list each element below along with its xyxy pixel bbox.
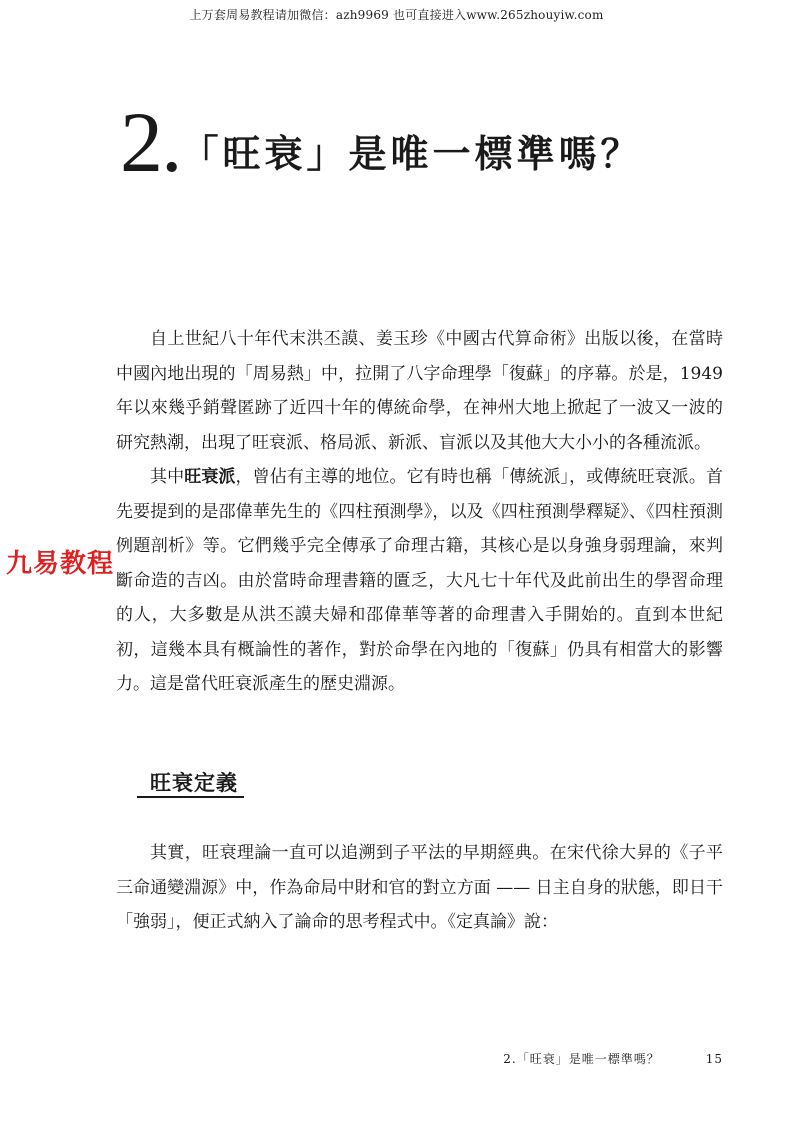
top-banner: 上万套周易教程请加微信：azh9969 也可直接进入www.265zhouyiw.com (189, 8, 604, 22)
chapter-title (120, 92, 643, 192)
intro-text (116, 322, 723, 702)
paragraph-2-lead: 其中 (150, 467, 185, 487)
chapter-title-text: 「旺衰」是唯一標準嗎？ (180, 131, 643, 176)
section-text (116, 836, 723, 940)
chapter-number: 2. (120, 94, 181, 190)
section-heading: 旺衰定義 (150, 770, 238, 795)
footer-running-title: 2.「旺衰」是唯一標準嗎？ (503, 1052, 660, 1066)
section-heading-underline (137, 796, 244, 798)
paragraph-2-text: ，曾佔有主導的地位。它有時也稱「傳統派」，或傳統旺衰派。首先要提到的是邵偉華先生的《四柱預測學》，以及《四柱預測學釋疑》、《四柱預測例題剖析》等。它們幾乎完全傳承了命理古籍，其核心是以身強身弱理論，來判斷命造的吉凶。由於當時命理書籍的匱乏，大凡七十年代及此前出生的學習命理的人，大多數是从洪丕謨夫婦和邵偉華等著的命理書入手開始的。直到本世紀初，這幾本具有概論性的著作，對於命學在內地的「復蘇」仍具有相當大的影響力。這是當代旺衰派產生的歷史淵源。 (116, 467, 724, 694)
paragraph-2-bold-term: 旺衰派 (184, 467, 236, 487)
paragraph-1: 自上世紀八十年代末洪丕謨、姜玉珍《中國古代算命術》出版以後，在當時中國內地出現的「周易熱」中，拉開了八字命理學「復蘇」的序幕。於是，1949 年以來幾乎銷聲匿跡了近四十年的傳統命學，在神州大地上掀起了一波又一波的研究熱潮，出現了旺衰派、格局派、新派、盲派以及其他大大小小的各種流派。 (116, 329, 723, 453)
footer-page-number: 15 (705, 1052, 723, 1066)
watermark-logo: 九易教程 (6, 549, 115, 579)
paragraph-2 (116, 460, 723, 702)
section-paragraph: 其實，旺衰理論一直可以追溯到子平法的早期經典。在宋代徐大昇的《子平三命通變淵源》中，作為命局中財和官的對立方面 —— 日主自身的狀態，即日干「強弱」，便正式納入了論命的思考程式中。《定真論》說： (116, 843, 723, 932)
page-footer (503, 1050, 723, 1067)
